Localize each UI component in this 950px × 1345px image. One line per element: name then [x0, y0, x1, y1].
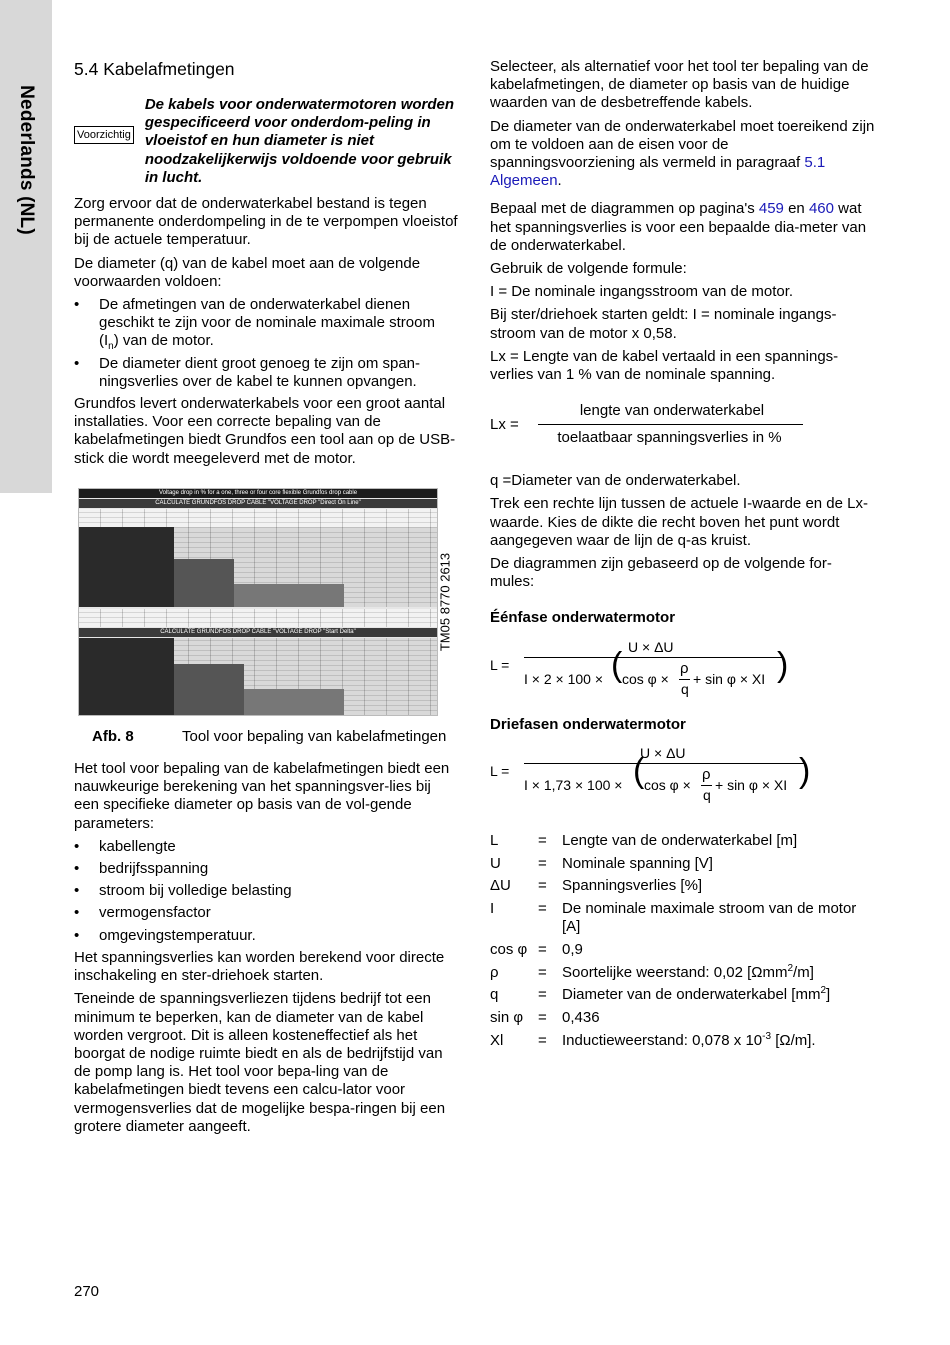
definition-row: ρ = Soortelijke weerstand: 0,02 [Ωmm$^2$/m]	[490, 962, 814, 981]
paragraph: Het tool voor bepaling van de kabelafmetingen biedt een nauwkeurige berekening van het spanningsver-lies bij een specifieke diameter op basis van de vol-gende parameters:	[74, 760, 450, 832]
list-item: • stroom bij volledige belasting	[74, 882, 458, 900]
caution-notice	[74, 96, 458, 187]
definition-row: q = Diameter van de onderwaterkabel $[mm^2]$	[490, 985, 831, 1004]
figure-subtitle: CALCULATE GRUNDFOS DROP CABLE "VOLTAGE DROP "Direct On Line"	[79, 499, 437, 508]
paragraph: De diameter (q) van de kabel moet aan de volgende voorwaarden voldoen:	[74, 254, 421, 290]
list-item: • bedrijfsspanning	[74, 860, 458, 878]
paragraph: Bij ster/driehoek starten geldt: I = nominale ingangs-stroom van de motor x 0,58.	[490, 306, 837, 342]
page-link-460[interactable]: 460	[808, 200, 834, 218]
table-shade	[174, 664, 244, 715]
caption-text: Tool voor bepaling van kabelafmetingen	[182, 727, 447, 745]
paragraph: Het spanningsverlies kan worden berekend voor directe inschakeling en ster-driehoek starten.	[74, 948, 445, 985]
paragraph: De diagrammen zijn gebaseerd op de volgende for-mules:	[490, 555, 832, 591]
paragraph: I = De nominale ingangsstroom van de motor.	[490, 283, 794, 301]
fraction-line	[538, 424, 803, 425]
caution-text: De kabels voor onderwatermotoren worden gespecificeerd voor onderdom-peling in vloeistof en hun diameter is niet noodzakelijkerwijs voldoende voor gebruik in lucht.	[144, 96, 455, 186]
language-side-tab	[0, 0, 52, 493]
paragraph: Lx = Lengte van de kabel vertaald in een spannings-verlies van 1 % van de nominale spanning.	[490, 347, 839, 384]
page-link-459[interactable]: 459	[758, 200, 784, 218]
definition-row: Xl = Inductieweerstand: 0,078 x $10^{-3}$ [Ω/m].	[490, 1030, 816, 1049]
single-phase-formula: L = U × ΔU I × 2 × 100 × ( cos φ × ρ q + sin φ × XI )	[490, 638, 789, 697]
definition-row: sin φ = 0,436	[490, 1009, 600, 1026]
three-phase-heading: Driefasen onderwatermotor	[490, 715, 686, 733]
paragraph: Selecteer, als alternatief voor het tool ter bepaling van de kabelafmetingen, de diameter op basis van de huidige waarden van de desbetreffende kabels.	[490, 58, 869, 112]
figure-title: Voltage drop in % for a one, three or four core flexible Grundfos drop cable	[79, 489, 437, 498]
paragraph: Grundfos levert onderwaterkabels voor een groot aantal installaties. Voor een correcte bepaling van de kabelafmetingen biedt Grundfos een tool aan op de USB-stick die wordt meegeleverd met de motor.	[74, 395, 456, 467]
parameters-list	[74, 838, 458, 945]
formula-denominator: toelaatbaar spanningsverlies in %	[557, 429, 782, 447]
input-fields	[79, 509, 437, 527]
paragraph: Teneinde de spanningsverliezen tijdens bedrijf tot een minimum te beperken, kan de diameter van de kabel worden vergroot. Dit is alleen kosteneffectief als het boorgat de nodige ruimte biedt en als de bedrijfstijd van de pomp lang is. Het tool voor bepa-ling van de kabelafmetingen biedt tevens een calcu-lator voor vermogensverlies dat de mogelijke bespa-ringen bij een grotere diameter aangeeft.	[74, 990, 446, 1135]
figure-code: TM05 8770 2613	[437, 552, 453, 652]
definition-row: U = Nominale spanning [V]	[490, 854, 713, 872]
lx-formula	[490, 400, 876, 456]
page-number: 270	[74, 1283, 100, 1300]
table-shade	[234, 584, 344, 607]
list-item: • vermogensfactor	[74, 904, 458, 922]
list-item: • kabellengte	[74, 838, 458, 856]
cable-tool-figure	[74, 486, 458, 718]
table-shade	[174, 559, 234, 607]
section-link[interactable]: 5.1 Algemeen	[490, 154, 826, 190]
symbol-definitions	[490, 832, 876, 1050]
paragraph: Bepaal met de diagrammen op pagina's 459 en 460 wat het spanningsverlies is voor een bepaalde dia-meter van de onderwaterkabel.	[490, 200, 867, 254]
formula-numerator: lengte van onderwaterkabel	[579, 402, 765, 420]
formula-lhs: Lx =	[490, 416, 519, 434]
figure-caption	[74, 728, 458, 746]
current-row	[79, 609, 437, 627]
table-shade	[79, 638, 174, 715]
definition-row: ΔU = Spanningsverlies [%]	[490, 877, 703, 895]
single-phase-heading: Éénfase onderwatermotor	[490, 609, 676, 627]
figure-subtitle-2: CALCULATE GRUNDFOS DROP CABLE "VOLTAGE DROP "Start Delta"	[79, 628, 437, 637]
list-item: • De diameter dient groot genoeg te zijn om span-ningsverlies over de kabel te kunnen opvangen.	[74, 355, 458, 391]
caution-label: Voorzichtig	[74, 126, 134, 144]
three-phase-formula: L = U × ΔU I × 1,73 × 100 × ( cos φ × ρ q + sin φ × XI )	[490, 744, 811, 803]
paragraph: Trek een rechte lijn tussen de actuele I-waarde en de Lx-waarde. Kies de dikte die recht boven het punt wordt aangegeven waar de lijn de q-as kruist.	[490, 495, 868, 549]
paragraph: De diameter van de onderwaterkabel moet toereikend zijn om te voldoen aan de eisen voor de spanningsvoorziening als vermeld in paragraaf 5.1 Algemeen.	[490, 117, 875, 190]
definition-row: I = De nominale maximale stroom van de motor [A]	[490, 899, 857, 936]
definition-row: L = Lengte van de onderwaterkabel [m]	[490, 831, 798, 849]
language-label: Nederlands (NL)	[16, 85, 38, 235]
table-shade	[244, 689, 344, 715]
left-column	[74, 58, 458, 1141]
paragraph: Gebruik de volgende formule:	[490, 260, 687, 278]
table-shade	[79, 527, 174, 607]
conditions-list	[74, 296, 458, 391]
definition-row: cos φ = 0,9	[490, 940, 583, 958]
caption-label: Afb. 8	[92, 727, 134, 745]
list-item: • omgevingstemperatuur.	[74, 927, 458, 945]
list-item: • De afmetingen van de onderwaterkabel dienen geschikt te zijn voor de nominale maximale stroom $(I_n)$ van de motor.	[74, 296, 458, 351]
paragraph: q =Diameter van de onderwaterkabel.	[490, 472, 741, 490]
right-column	[490, 58, 876, 1054]
paragraph: Zorg ervoor dat de onderwaterkabel bestand is tegen permanente onderdompeling in de te verpompen vloeistof bij de actuele temperatuur.	[74, 195, 458, 249]
cable-tool-screenshot	[78, 488, 438, 716]
section-title: 5.4 Kabelafmetingen	[74, 59, 235, 79]
